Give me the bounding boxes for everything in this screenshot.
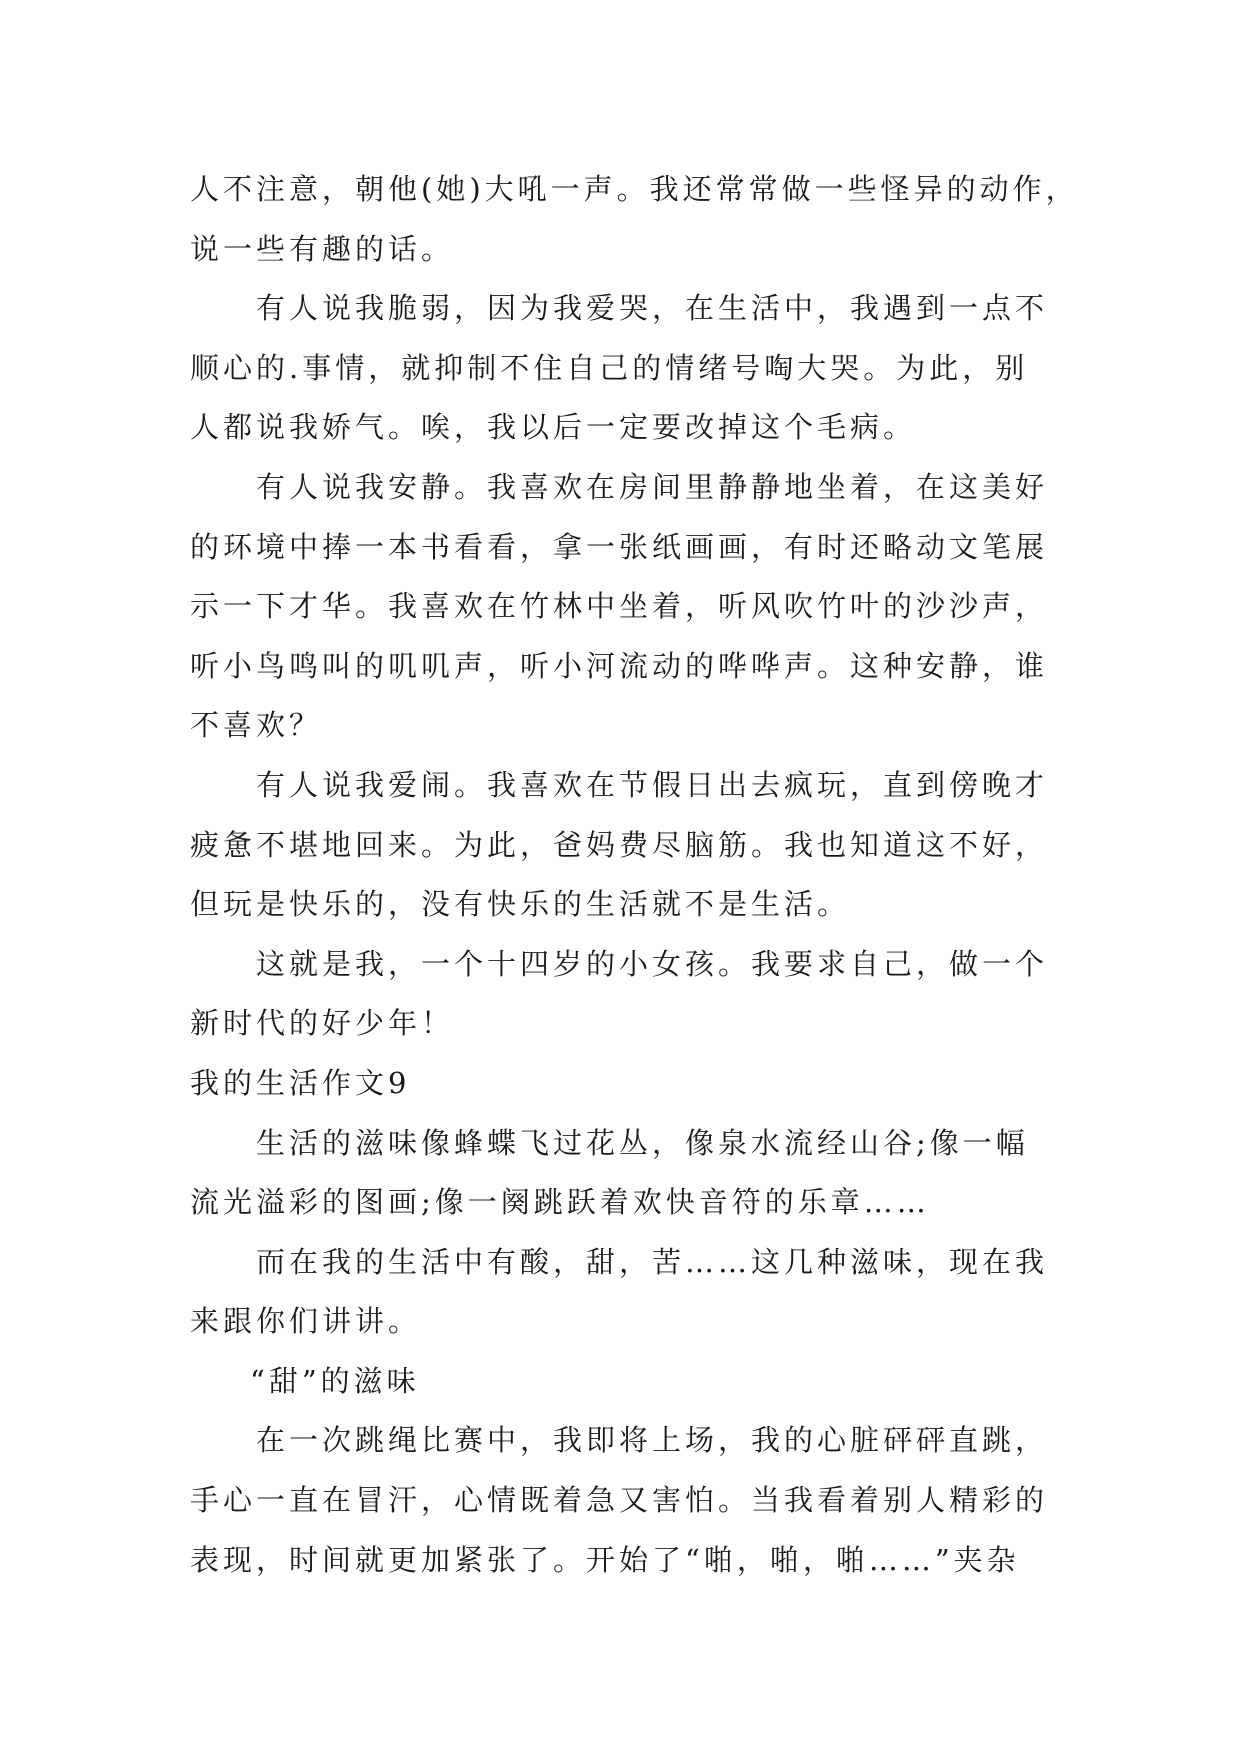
subheading: “甜”的滋味 xyxy=(250,1363,420,1398)
paragraph-start-line: 有人说我安静。我喜欢在房间里静静地坐着，在这美好 xyxy=(256,469,1049,504)
text-line: 不喜欢？ xyxy=(190,708,323,743)
text-line: 但玩是快乐的，没有快乐的生活就不是生活。 xyxy=(190,887,851,922)
text-line: 手心一直在冒汗，心情既着急又害怕。当我看着别人精彩的 xyxy=(190,1483,1049,1518)
text-line: 示一下才华。我喜欢在竹林中坐着，听风吹竹叶的沙沙声， xyxy=(190,589,1049,624)
text-line: 人都说我娇气。唉，我以后一定要改掉这个毛病。 xyxy=(190,410,917,445)
paragraph-start-line: 有人说我脆弱，因为我爱哭，在生活中，我遇到一点不 xyxy=(256,291,1049,326)
text-line: 流光溢彩的图画;像一阕跳跃着欢快音符的乐章…… xyxy=(190,1185,930,1220)
text-line: 顺心的.事情，就抑制不住自己的情绪号啕大哭。为此，别 xyxy=(190,350,1029,385)
section-heading: 我的生活作文9 xyxy=(190,1065,411,1100)
text-line: 疲惫不堪地回来。为此，爸妈费尽脑筋。我也知道这不好， xyxy=(190,827,1049,862)
text-line: 的环境中捧一本书看看，拿一张纸画画，有时还略动文笔展 xyxy=(190,529,1049,564)
text-line: 新时代的好少年！ xyxy=(190,1006,455,1041)
paragraph-start-line: 而在我的生活中有酸，甜，苦……这几种滋味，现在我 xyxy=(256,1244,1049,1279)
paragraph-start-line: 这就是我，一个十四岁的小女孩。我要求自己，做一个 xyxy=(256,946,1049,981)
text-line: 来跟你们讲讲。 xyxy=(190,1304,422,1339)
paragraph-start-line: 生活的滋味像蜂蝶飞过花丛，像泉水流经山谷;像一幅 xyxy=(256,1125,1029,1160)
document-body xyxy=(190,160,1079,1590)
paragraph-start-line: 在一次跳绳比赛中，我即将上场，我的心脏砰砰直跳， xyxy=(256,1423,1049,1458)
text-line: 听小鸟鸣叫的叽叽声，听小河流动的哗哗声。这种安静，谁 xyxy=(190,648,1049,683)
text-line: 说一些有趣的话。 xyxy=(190,231,455,266)
text-line: 人不注意，朝他(她)大吼一声。我还常常做一些怪异的动作， xyxy=(190,172,1079,206)
text-line: 表现，时间就更加紧张了。开始了“啪，啪，啪……”夹杂 xyxy=(190,1542,1020,1577)
paragraph-start-line: 有人说我爱闹。我喜欢在节假日出去疯玩，直到傍晚才 xyxy=(256,767,1049,802)
